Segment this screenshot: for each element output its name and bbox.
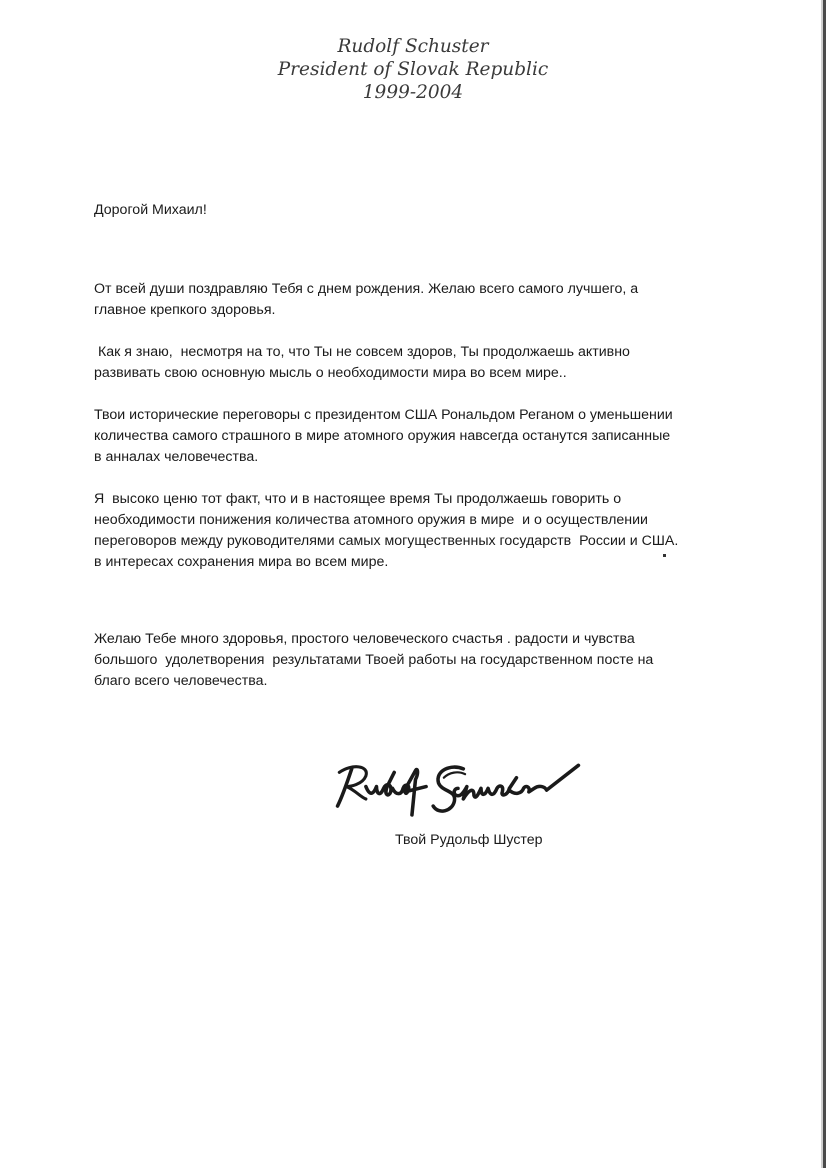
letterhead-title: President of Slovak Republic xyxy=(277,59,549,80)
paragraph-peace-idea xyxy=(94,342,809,384)
text-line: переговоров между руководителями самых могущественных государств России и США. xyxy=(94,533,679,549)
text-line: Как я знаю, несмотря на то, что Ты не совсем здоров, Ты продолжаешь активно xyxy=(94,344,630,360)
paragraph-historic-negotiations xyxy=(94,405,809,468)
text-line: Твои исторические переговоры с президентом США Рональдом Реганом о уменьшении xyxy=(94,407,673,423)
paragraph-closing-wishes xyxy=(94,629,809,692)
text-line: необходимости понижения количества атомного оружия в мире и о осуществлении xyxy=(94,512,648,528)
paragraph-appreciation xyxy=(94,489,809,573)
text-line: в анналах человечества. xyxy=(94,449,259,465)
text-line: Желаю Тебе много здоровья, простого человеческого счастья . радости и чувства xyxy=(94,631,635,647)
scan-speck xyxy=(663,554,666,557)
letter-body xyxy=(94,200,809,692)
text-line: благо всего человечества. xyxy=(94,673,268,689)
letterhead-name: Rudolf Schuster xyxy=(337,36,489,57)
text-line: Я высоко ценю тот факт, что и в настоящее время Ты продолжаешь говорить о xyxy=(94,491,622,507)
signoff: Твой Рудольф Шустер xyxy=(395,832,543,848)
letterhead xyxy=(0,35,826,104)
greeting: Дорогой Михаил! xyxy=(94,202,207,218)
text-line: главное крепкого здоровья. xyxy=(94,302,276,318)
letterhead-years: 1999-2004 xyxy=(362,82,464,103)
text-line: развивать свою основную мысль о необходимости мира во всем мире.. xyxy=(94,365,567,381)
text-line: От всей души поздравляю Тебя с днем рождения. Желаю всего самого лучшего, а xyxy=(94,281,639,297)
handwritten-signature xyxy=(318,760,598,822)
text-line: в интересах сохранения мира во всем мире. xyxy=(94,554,389,570)
text-line: большого удолетворения результатами Твоей работы на государственном посте на xyxy=(94,652,654,668)
text-line: количества самого страшного в мире атомного оружия навсегда останутся записанные xyxy=(94,428,671,444)
paragraph-birthday-wishes xyxy=(94,279,809,321)
